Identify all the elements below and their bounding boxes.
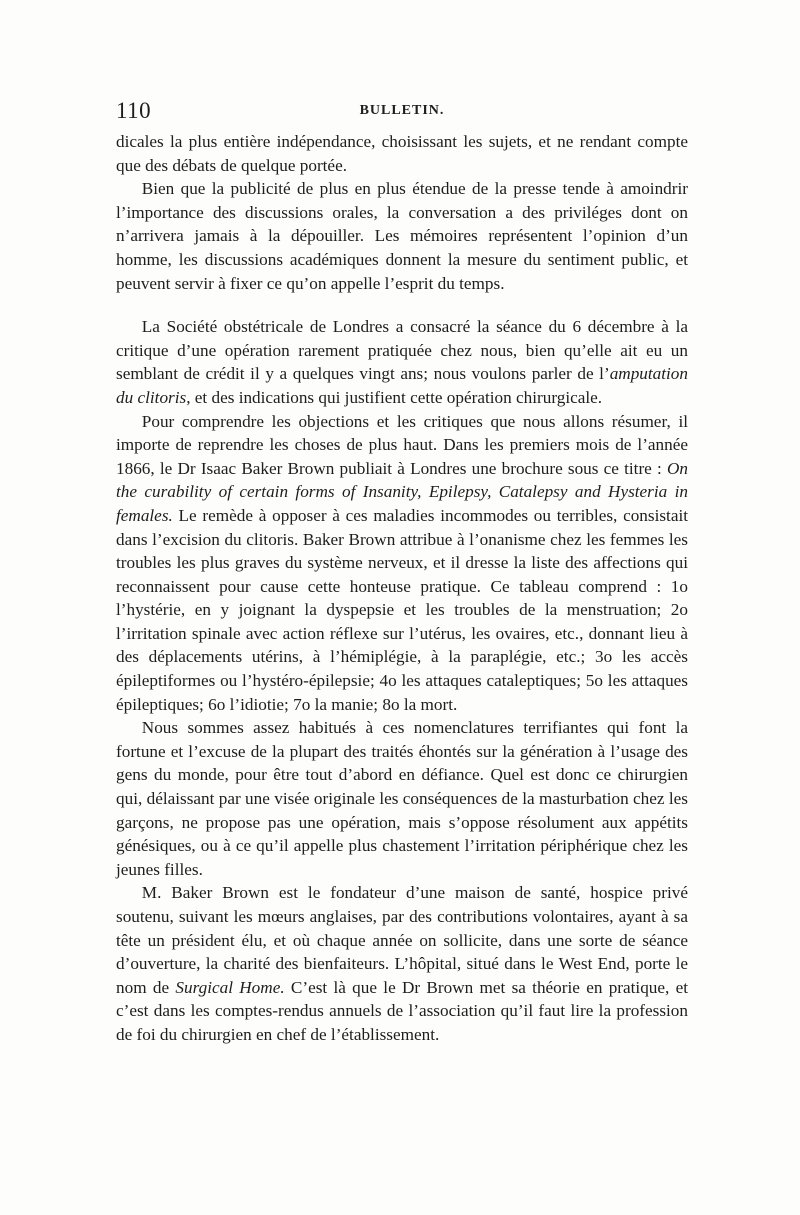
paragraph-3-italic: amputation du clitoris [116,364,688,407]
paragraph-4-text-end: Le remède à opposer à ces maladies incommodes ou terribles, consistait dans l’excision du clitoris. Baker Brown attribue à l’onanisme chez les femmes les troubles les plus graves du système nerveux, et il dresse la liste des affections qui reconnaissent pour cause cette honteuse pratique. Ce tableau comprend : 1o l’hystérie, en y joignant la dyspepsie et les troubles de la menstruation; 2o l’irritation spinale avec action réflexe sur l’utérus, les ovaires, etc., donnant lieu à des déplacements utérins, à l’hémiplégie, à la paraplégie, etc.; 3o les accès épileptiformes ou l’hystéro-épilepsie; 4o les attaques cataleptiques; 5o les attaques épileptiques; 6o l’idiotie; 7o la manie; 8o la mort. [116,505,688,714]
paragraph-6 [116,881,688,1046]
paragraph-5 [116,716,688,881]
paragraph-3-text: La Société obstétricale de Londres a consacré la séance du 6 décembre à la critique d’une opération rarement pratiquée chez nous, bien qu’elle ait eu un semblant de crédit il y a quelques vingt ans; nous voulons parler de l’ [116,317,688,384]
paragraph-6-text-end: C’est là que le Dr Brown met sa théorie en pratique, et c’est dans les comptes-rendus annuels de l’association qu’il faut lire la profession de foi du chirurgien en chef de l’établissement. [116,977,689,1044]
section-divider-space [116,295,688,315]
paragraph-4 [116,410,688,717]
paragraph-6-italic: Surgical Home. [175,977,285,997]
running-head [116,96,688,126]
paragraph-3 [116,315,688,409]
paragraph-3-text-end: , et des indications qui justifient cette opération chirurgicale. [186,387,603,407]
paragraph-2-text: Bien que la publicité de plus en plus étendue de la presse tende à amoindrir l’importance des discussions orales, la conversation a des priviléges dont on n’arrivera jamais à la dépouiller. Les mémoires représentent l’opinion d’un homme, les discussions académiques donnent la mesure du sentiment public, et peuvent servir à fixer ce qu’on appelle l’esprit du temps. [116,179,688,293]
paragraph-5-text: Nous sommes assez habitués à ces nomenclatures terrifiantes qui font la fortune et l’excuse de la plupart des traités éhontés sur la génération à l’usage des gens du monde, pour être tout d’abord en défiance. Quel est donc ce chirurgien qui, délaissant par une visée originale les conséquences de la masturbation chez les garçons, ne propose pas une opération, mais s’oppose résolument aux appétits génésiques, ou à ce qu’il appelle plus chastement l’irritation périphérique chez les jeunes filles. [116,718,688,879]
paragraph-4-italic-title: On the curability of certain forms of Insanity, Epilepsy, Catalepsy and Hysteria in females. [116,458,688,525]
paragraph-6-text: M. Baker Brown est le fondateur d’une maison de santé, hospice privé soutenu, suivant les mœurs anglaises, par des contributions volontaires, ayant à sa tête un président élu, et où chaque année on sollicite, dans une sorte de séance d’ouverture, la charité des bienfaiteurs. L’hôpital, situé dans le West End, porte le nom de [116,883,688,997]
paragraph-1 [116,130,688,177]
paragraph-4-text: Pour comprendre les objections et les critiques que nous allons résumer, il importe de reprendre les choses de plus haut. Dans les premiers mois de l’année 1866, le Dr Isaac Baker Brown publiait à Londres une brochure sous ce titre : [116,411,688,478]
paragraph-1-text: dicales la plus entière indépendance, choisissant les sujets, et ne rendant compte que des débats de quelque portée. [116,132,688,175]
body-text [116,130,688,1047]
page-number: 110 [116,98,152,123]
running-title: BULLETIN. [359,103,445,118]
paragraph-2 [116,177,688,295]
